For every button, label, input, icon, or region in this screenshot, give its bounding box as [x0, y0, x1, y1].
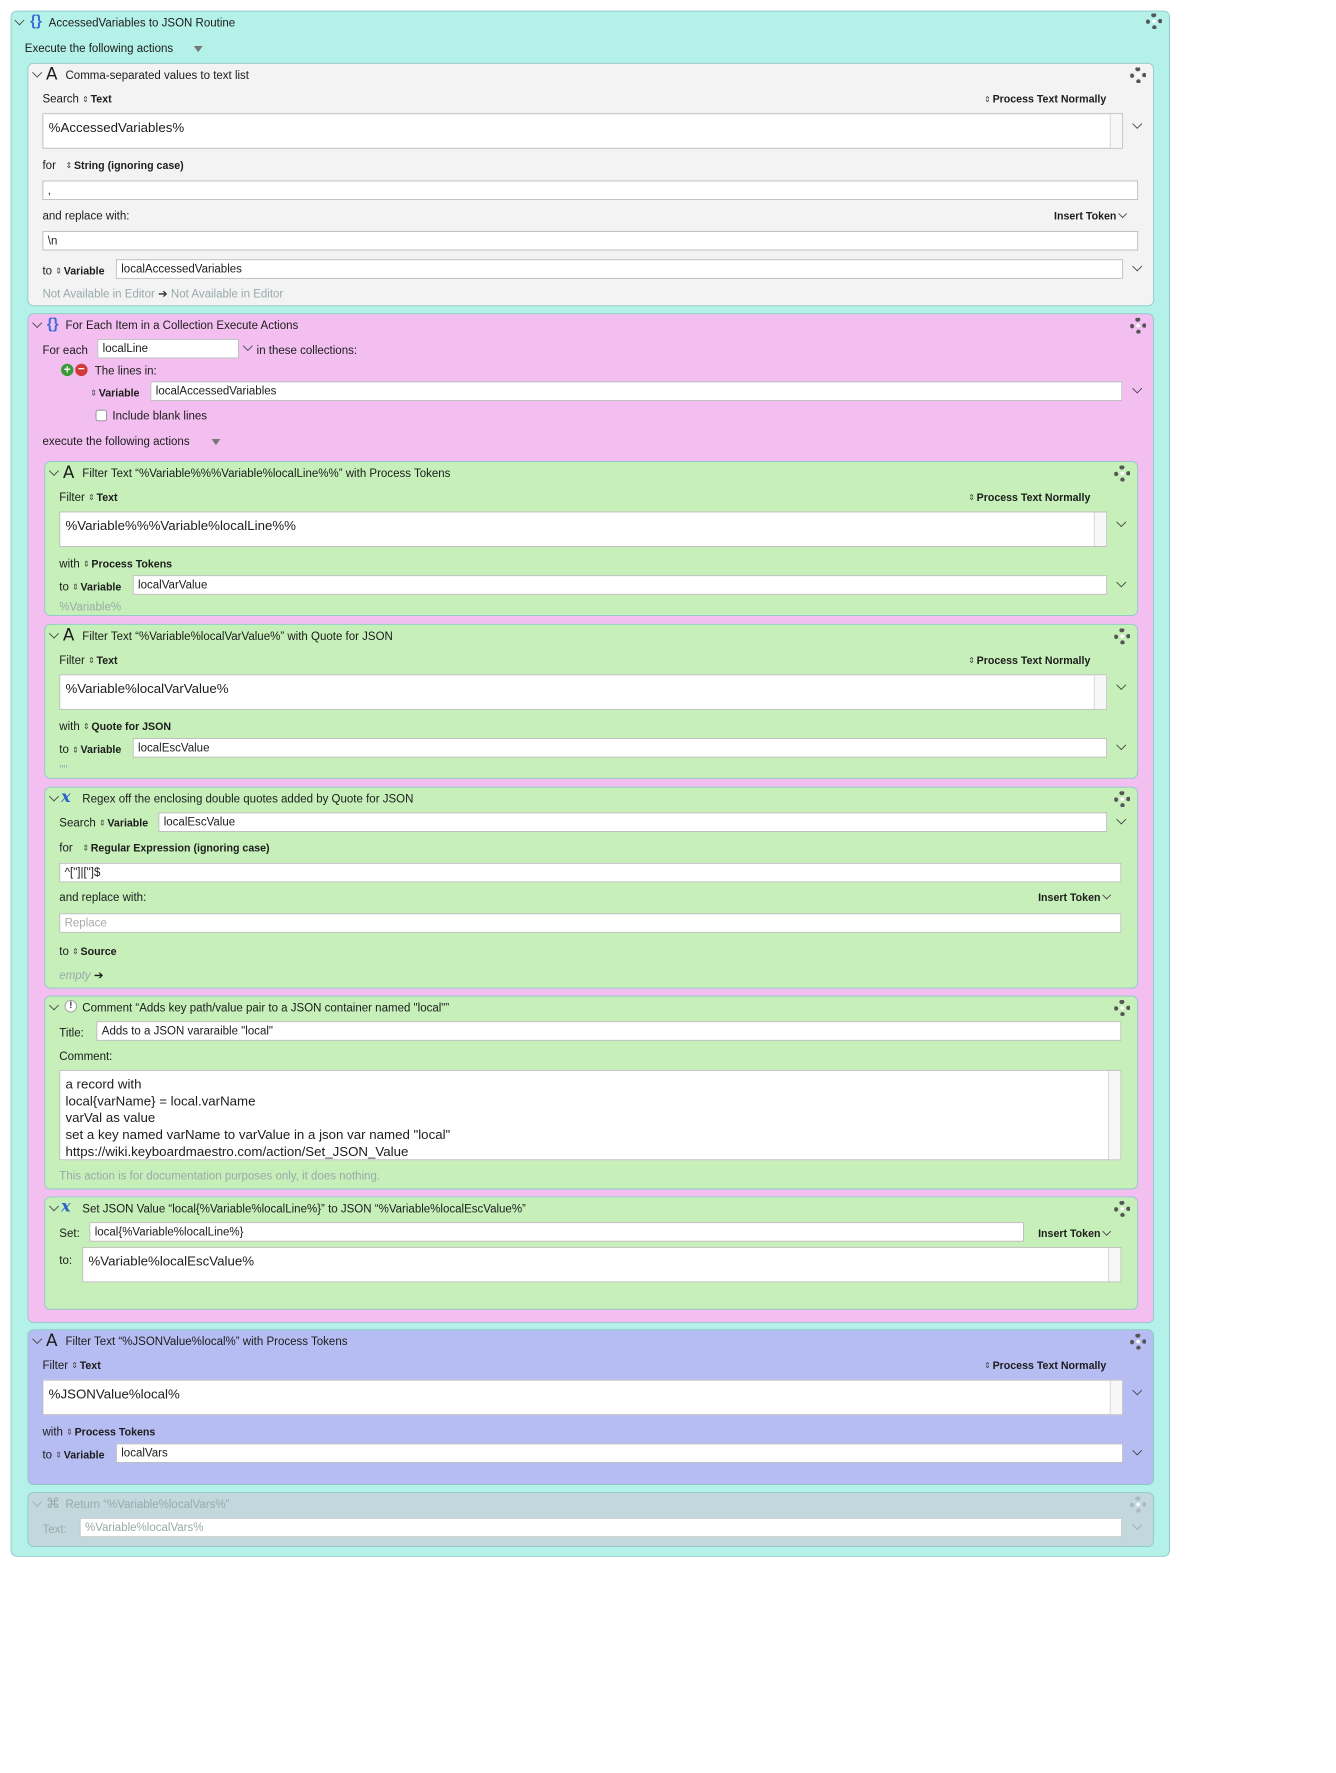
return-title: Return “%Variable%localVars%” [65, 1497, 230, 1511]
filter1-variable-menu-chevron[interactable] [1116, 577, 1126, 587]
filter3-with-label: with ⇕ Process Tokens [42, 1424, 156, 1439]
comment-text-area[interactable] [59, 1070, 1121, 1160]
foreach-collapse-chevron[interactable] [32, 318, 42, 328]
csv-search-text-field[interactable]: %AccessedVariables% [42, 113, 1123, 148]
filter1-with-label: with ⇕ Process Tokens [59, 556, 173, 570]
comment-exclamation-icon: ! [65, 1000, 77, 1012]
regex-search-type-popup[interactable]: Variable [107, 816, 149, 830]
return-action [27, 1492, 1154, 1547]
filter3-filter-label: Filter ⇕ Text [42, 1358, 101, 1372]
regex-for-type-popup[interactable]: Regular Expression (ignoring case) [90, 841, 270, 855]
regex-action [44, 787, 1138, 989]
filter3-filter-type-popup[interactable]: Text [79, 1359, 101, 1372]
foreach-collections-label: in these collections: [256, 343, 358, 357]
comment-line: local{varName} = local.varName [65, 1093, 256, 1109]
setjson-to-field[interactable]: %Variable%localEscValue% [82, 1247, 1121, 1282]
comment-line: set a key named varName to varValue in a json var named "local" [65, 1127, 451, 1143]
comment-title-field[interactable]: Adds to a JSON vararaible "local" [96, 1021, 1121, 1040]
filter2-text-field[interactable]: %Variable%localVarValue% [59, 674, 1107, 709]
setjson-to-label: to: [59, 1253, 73, 1267]
filter3-to-type-popup[interactable]: Variable [63, 1448, 105, 1462]
filter1-text-field[interactable]: %Variable%%%Variable%localLine%% [59, 512, 1107, 547]
csv-search-field-menu-chevron[interactable] [1132, 119, 1142, 129]
filter1-to-type-popup[interactable]: Variable [80, 580, 122, 593]
regex-to-label: to ⇕ Source [59, 944, 117, 958]
filter3-variable-field[interactable]: localVars [116, 1443, 1123, 1462]
filter3-text-field[interactable]: %JSONValue%local% [42, 1380, 1123, 1415]
regex-footer: empty ➔ [59, 968, 104, 982]
return-text-label: Text: [42, 1522, 67, 1536]
filter2-variable-menu-chevron[interactable] [1116, 740, 1126, 750]
setjson-set-field[interactable]: local{%Variable%localLine%} [89, 1222, 1024, 1241]
foreach-title: For Each Item in a Collection Execute Actions [65, 318, 299, 332]
foreach-variable-field[interactable]: localLine [97, 339, 239, 358]
braces-icon: {} [30, 12, 42, 30]
braces-icon: {} [46, 315, 59, 332]
routine-collapse-chevron[interactable] [14, 15, 24, 25]
regex-for-label: for ⇕ Regular Expression (ignoring case) [59, 840, 270, 855]
filter3-text-menu-chevron[interactable] [1132, 1385, 1142, 1395]
return-gear-icon[interactable] [1130, 1497, 1146, 1513]
routine-gear-icon[interactable] [1146, 13, 1162, 29]
text-action-icon: A [62, 462, 75, 483]
comment-title: Comment “Adds key path/value pair to a JSON container named "local"” [82, 1000, 450, 1015]
foreach-gear-icon[interactable] [1130, 318, 1146, 334]
filter2-text-menu-chevron[interactable] [1116, 680, 1126, 690]
csv-footer: Not Available in Editor ➔ Not Available in Editor [42, 286, 284, 301]
command-icon: ⌘ [46, 1494, 61, 1512]
filter2-to-type-popup[interactable]: Variable [80, 743, 122, 756]
foreach-for-each-label: For each [42, 343, 88, 357]
text-action-icon: A [62, 625, 75, 646]
text-action-icon: A [46, 1331, 58, 1351]
filter3-title: Filter Text “%JSONValue%local%” with Process Tokens [65, 1334, 348, 1348]
csv-to-type-popup[interactable]: Variable [63, 264, 105, 278]
foreach-variable-menu-chevron[interactable] [243, 341, 253, 351]
filter3-with-type-popup[interactable]: Process Tokens [74, 1425, 156, 1439]
csv-variable-menu-chevron[interactable] [1132, 261, 1142, 271]
setjson-action [44, 1197, 1138, 1310]
csv-search-label: Search ⇕ Text [42, 92, 112, 106]
return-collapse-chevron[interactable] [32, 1497, 42, 1507]
foreach-lines-variable-menu-chevron[interactable] [1132, 384, 1142, 394]
filter1-gear-icon[interactable] [1114, 466, 1130, 482]
comment-footer: This action is for documentation purposes only, it does nothing. [59, 1169, 381, 1183]
routine-title: AccessedVariables to JSON Routine [48, 15, 236, 30]
filter3-to-label: to ⇕ Variable [42, 1447, 105, 1462]
filter1-footer: %Variable% [59, 600, 122, 614]
csv-variable-field[interactable]: localAccessedVariables [116, 259, 1123, 278]
comment-gear-icon[interactable] [1114, 1000, 1130, 1016]
foreach-lines-variable-field[interactable]: localAccessedVariables [150, 381, 1122, 400]
regex-pattern-field[interactable]: ^["]|["]$ [59, 863, 1121, 882]
setjson-title: Set JSON Value “local{%Variable%localLine%}” to JSON “%Variable%localEscValue%” [82, 1201, 526, 1216]
regex-collapse-chevron[interactable] [49, 791, 59, 801]
filter3-variable-menu-chevron[interactable] [1132, 1446, 1142, 1456]
comment-collapse-chevron[interactable] [49, 1000, 59, 1010]
include-blank-lines-checkbox[interactable] [96, 410, 108, 422]
return-text-field[interactable]: %Variable%localVars% [80, 1518, 1123, 1537]
regex-to-type-popup[interactable]: Source [80, 945, 117, 958]
setjson-set-label: Set: [59, 1226, 80, 1240]
routine-execute-label: Execute the following actions [24, 41, 174, 55]
regex-gear-icon[interactable] [1114, 791, 1130, 807]
filter2-filter-type-popup[interactable]: Text [96, 654, 118, 667]
filter1-process-mode-popup[interactable]: ⇕ Process Text Normally [968, 491, 1091, 504]
setjson-insert-token-menu[interactable]: Insert Token [1038, 1227, 1110, 1240]
filter1-filter-type-popup[interactable]: Text [96, 491, 118, 504]
setjson-collapse-chevron[interactable] [49, 1201, 59, 1211]
filter2-action [44, 624, 1138, 779]
variable-x-icon: x [61, 787, 71, 807]
return-text-menu-chevron[interactable] [1132, 1520, 1142, 1530]
filter1-collapse-chevron[interactable] [49, 466, 59, 476]
regex-variable-field[interactable]: localEscValue [158, 812, 1107, 831]
foreach-var-type-popup[interactable]: ⇕ Variable [90, 386, 140, 400]
foreach-execute-menu-icon[interactable] [212, 439, 221, 445]
regex-variable-menu-chevron[interactable] [1116, 815, 1126, 825]
csv-replace-label: and replace with: [42, 208, 130, 223]
filter1-to-label: to ⇕ Variable [59, 579, 122, 593]
filter2-gear-icon[interactable] [1114, 628, 1130, 644]
filter2-title: Filter Text “%Variable%localVarValue%” with Quote for JSON [82, 629, 393, 643]
csv-for-type-popup[interactable]: String (ignoring case) [73, 159, 184, 172]
include-blank-lines-label: Include blank lines [112, 408, 208, 423]
csv-action [27, 63, 1154, 306]
csv-insert-token-menu[interactable]: Insert Token [1054, 209, 1126, 222]
comment-line: https://wiki.keyboardmaestro.com/action/Set_JSON_Value [65, 1144, 409, 1160]
filter3-collapse-chevron[interactable] [32, 1334, 42, 1344]
regex-replace-field[interactable]: Replace [59, 913, 1121, 932]
comment-comment-label: Comment: [59, 1049, 113, 1063]
csv-collapse-chevron[interactable] [32, 68, 42, 78]
filter1-filter-label: Filter ⇕ Text [59, 490, 118, 504]
setjson-gear-icon[interactable] [1114, 1201, 1130, 1217]
filter2-with-label: with ⇕ Quote for JSON [59, 719, 172, 733]
foreach-action [27, 313, 1154, 1323]
filter2-with-type-popup[interactable]: Quote for JSON [91, 720, 172, 733]
comment-title-label: Title: [59, 1025, 84, 1039]
filter1-text-menu-chevron[interactable] [1116, 517, 1126, 527]
filter2-to-label: to ⇕ Variable [59, 742, 122, 756]
regex-replace-label: and replace with: [59, 890, 147, 904]
comment-line: varVal as value [65, 1110, 156, 1126]
filter1-action [44, 461, 1138, 616]
csv-replace-field[interactable]: \n [42, 231, 1138, 250]
variable-x-icon: x [61, 1197, 71, 1216]
add-collection-icon[interactable]: + [61, 364, 73, 376]
csv-title: Comma-separated values to text list [65, 68, 250, 82]
text-action-icon: A [46, 64, 58, 85]
filter3-process-mode-popup[interactable]: ⇕ Process Text Normally [984, 1359, 1107, 1372]
comment-line: a record with [65, 1077, 142, 1093]
filter2-process-mode-popup[interactable]: ⇕ Process Text Normally [968, 654, 1091, 667]
filter1-with-type-popup[interactable]: Process Tokens [91, 557, 173, 570]
filter2-collapse-chevron[interactable] [49, 629, 59, 639]
filter1-variable-field[interactable]: localVarValue [133, 575, 1107, 594]
csv-for-label: for ⇕ String (ignoring case) [42, 158, 184, 172]
remove-collection-icon[interactable]: − [75, 364, 87, 376]
csv-for-field[interactable]: , [42, 181, 1138, 200]
filter2-variable-field[interactable]: localEscValue [133, 738, 1107, 757]
foreach-lines-in-label: The lines in: [94, 363, 157, 378]
filter2-footer: "" [59, 762, 68, 777]
filter2-filter-label: Filter ⇕ Text [59, 653, 118, 667]
routine-execute-menu-icon[interactable] [194, 46, 203, 52]
comment-action [44, 996, 1138, 1190]
regex-title: Regex off the enclosing double quotes added by Quote for JSON [82, 792, 414, 806]
filter3-gear-icon[interactable] [1130, 1334, 1146, 1350]
csv-gear-icon[interactable] [1130, 67, 1146, 83]
csv-process-mode-popup[interactable]: ⇕ Process Text Normally [984, 92, 1107, 106]
csv-search-type-popup[interactable]: Text [90, 92, 112, 106]
regex-insert-token-menu[interactable]: Insert Token [1038, 890, 1110, 903]
csv-to-label: to ⇕ Variable [42, 263, 105, 278]
filter1-title: Filter Text “%Variable%%%Variable%localLine%%” with Process Tokens [82, 466, 451, 480]
foreach-execute-label: execute the following actions [42, 434, 190, 448]
filter3-action [27, 1329, 1154, 1485]
regex-search-label: Search ⇕ Variable [59, 815, 149, 830]
